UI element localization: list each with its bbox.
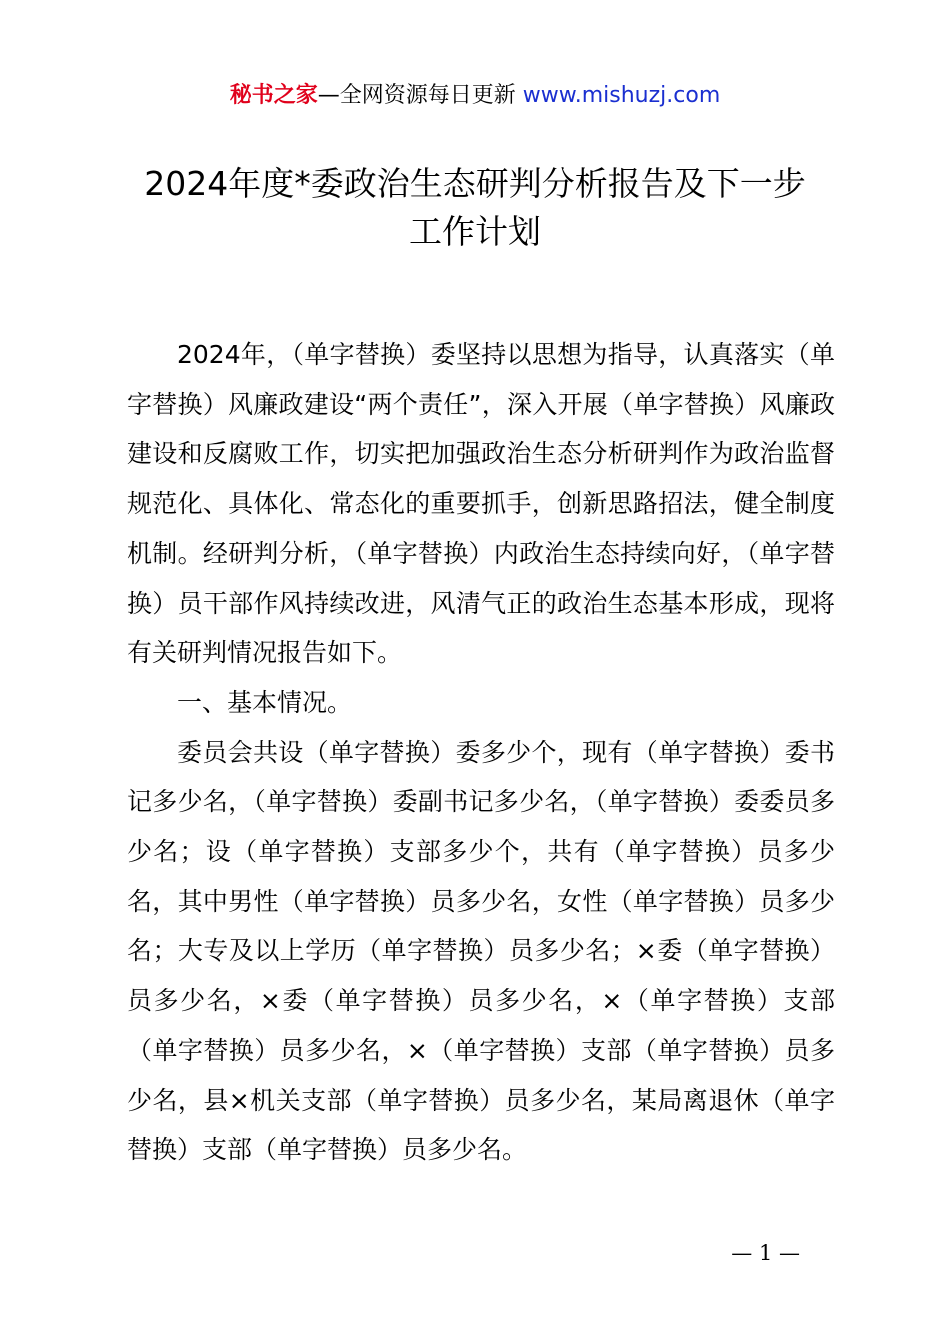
- section-heading-basic-situation: 一、基本情况。: [177, 687, 353, 717]
- basic-situation-paragraph: 委员会共设（单字替换）委多少个，现有（单字替换）委书记多少名，（单字替换）委副书记多少名，（单字替换）委委员多少名；设（单字替换）支部多少个，共有（单字替换）员多少名，其中男性（单字替换）员多少名，女性（单字替换）员多少名；大专及以上学历（单字替换）员多少名；×委（单字替换）员多少名，×委（单字替换）员多少名，×（单字替换）支部（单字替换）员多少名，×（单字替换）支部（单字替换）员多少名，县×机关支部（单字替换）员多少名，某局离退休（单字替换）支部（单字替换）员多少名。: [127, 737, 835, 1165]
- title-line-1: 2024年度*委政治生态研判分析报告及下一步: [144, 164, 806, 203]
- document-body: [127, 330, 835, 1175]
- intro-paragraph: 2024年，（单字替换）委坚持以思想为指导，认真落实（单字替换）风廉政建设“两个责任”，深入开展（单字替换）风廉政建设和反腐败工作，切实把加强政治生态分析研判作为政治监督规范化、具体化、常态化的重要抓手，创新思路招法，健全制度机制。经研判分析，（单字替换）内政治生态持续向好，（单字替换）员干部作风持续改进，风清气正的政治生态基本形成，现将有关研判情况报告如下。: [127, 340, 835, 668]
- document-title: [110, 160, 840, 256]
- site-banner: [0, 80, 950, 112]
- banner-url-link[interactable]: www.mishuzj.com: [522, 83, 721, 108]
- banner-tagline: —全网资源每日更新: [317, 83, 516, 108]
- title-line-2: 工作计划: [409, 212, 541, 251]
- page-number: — 1 —: [731, 1241, 800, 1265]
- brand-name: 秘书之家: [229, 83, 318, 108]
